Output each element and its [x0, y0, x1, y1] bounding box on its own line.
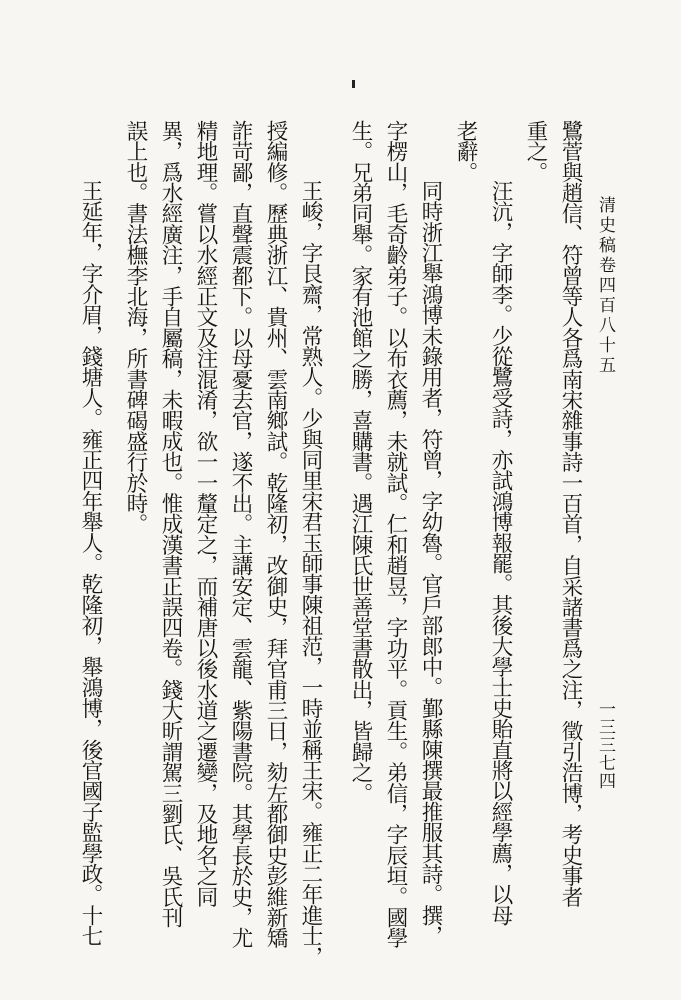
text-column-13: 誤上也。書法橅李北海，所書碑碣盛行於時。 [123, 120, 148, 535]
text-column-6: 字楞山，毛奇齡弟子。以布衣薦，未就試。仁和趙昱，字功平。貢生。弟信，字辰垣。國學 [383, 120, 408, 949]
text-column-1: 鷺菅與趙信、符曾等人各爲南宋雜事詩一百首，自采諸書爲之注，徵引浩博，考史事者 [558, 120, 583, 907]
text-column-3: 汪沆，字師李。少從鷺受詩，亦試鴻博報罷。其後大學士史貽直將以經學薦，以母 [488, 180, 513, 926]
text-column-12: 異，爲水經廣注，手自屬稿，未暇成也。惟成漢書正誤四卷。錢大昕謂駕三劉氏、吳氏刊 [158, 120, 183, 928]
text-column-14: 王延年，字介眉，錢塘人。雍正四年舉人。乾隆初，舉鴻博，後官國子監學政。十七 [78, 180, 103, 946]
text-column-10: 詐苛鄙，直聲震都下。以母憂去官，遂不出。主講安定、雲龍、紫陽書院。其學長於史，尤 [228, 120, 253, 949]
page-number: 一三三七四 [595, 700, 615, 790]
text-column-4: 老辭。 [453, 120, 478, 183]
book-title: 清史稿卷四百八十五 [595, 196, 615, 376]
text-column-2: 重之。 [523, 120, 548, 183]
text-column-8: 王峻，字艮齋，常熟人。少與同里宋君玉師事陳祖范，一時並稱王宋。雍正二年進士， [298, 180, 323, 967]
text-column-11: 精地理。嘗以水經正文及注混淆，欲一一釐定之，而補唐以後水道之遷變，及地名之同 [193, 120, 218, 907]
print-speck [352, 80, 355, 88]
text-column-5: 同時浙江舉鴻博未錄用者，符曾，字幼魯。官戶部郎中。鄞縣陳撰最推服其詩。撰， [418, 180, 443, 946]
text-column-9: 授編修。歷典浙江、貴州、雲南鄉試。乾隆初，改御史，拜官甫三日，劾左都御史彭維新矯 [263, 120, 288, 949]
text-column-7: 生。兄弟同舉。家有池館之勝，喜購書。遇江陳氏世善堂書散出，皆歸之。 [348, 120, 373, 804]
